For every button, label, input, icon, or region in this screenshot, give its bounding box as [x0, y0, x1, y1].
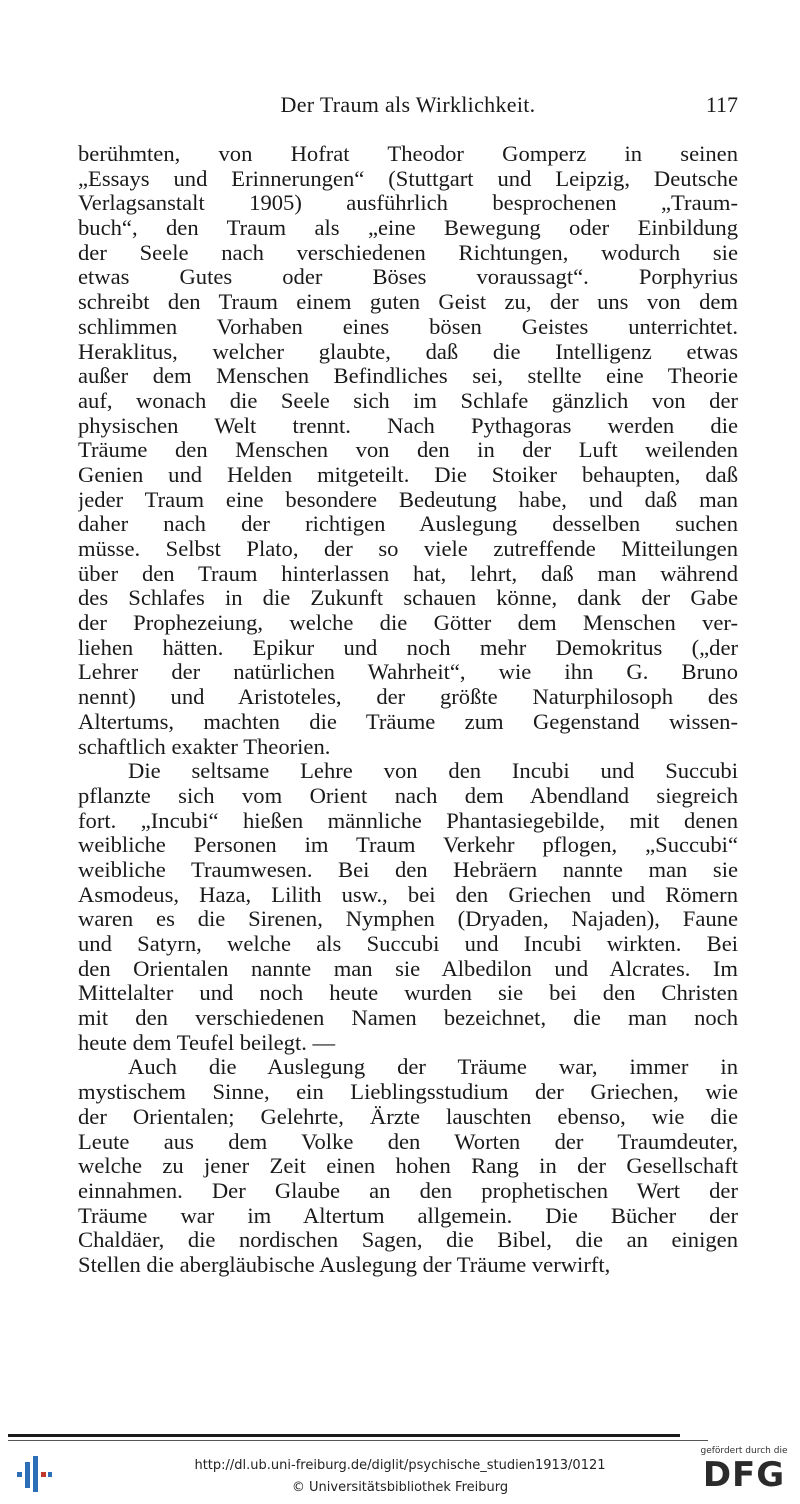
- text-line: der Prophezeiung, welche die Götter dem Menschen ver-: [78, 611, 738, 636]
- text-line: Leute aus dem Volke den Worten der Traumdeuter,: [78, 1129, 738, 1154]
- text-line: Mittelalter und noch heute wurden sie bei den Christen: [78, 981, 738, 1006]
- footer-rule: [8, 1434, 680, 1437]
- text-line: Altertums, machten die Träume zum Gegenstand wissen-: [78, 709, 738, 734]
- text-line: waren es die Sirenen, Nymphen (Dryaden, Najaden), Faune: [78, 907, 738, 932]
- text-line: heute dem Teufel beilegt. —: [78, 1030, 336, 1055]
- text-line: des Schlafes in die Zukunft schauen könne, dank der Gabe: [78, 586, 738, 611]
- text-line: welche zu jener Zeit einen hohen Rang in der Gesellschaft: [78, 1154, 738, 1179]
- text-line: mit den verschiedenen Namen bezeichnet, die man noch: [78, 1006, 738, 1031]
- text-line: nennt) und Aristoteles, der größte Naturphilosoph des: [78, 685, 738, 710]
- body-text: [78, 142, 738, 1278]
- text-line: auf, wonach die Seele sich im Schlafe gänzlich von der: [78, 388, 738, 413]
- text-line: müsse. Selbst Plato, der so viele zutreffende Mitteilungen: [78, 537, 738, 561]
- footer-bar: [0, 1430, 800, 1504]
- text-line: schlimmen Vorhaben eines bösen Geistes unterrichtet.: [78, 314, 738, 339]
- dfg-logo: [698, 1446, 790, 1500]
- text-line: berühmten, von Hofrat Theodor Gomperz in seinen: [78, 142, 738, 166]
- permalink-url[interactable]: http://dl.ub.uni-freiburg.de/diglit/psychische_studien1913/0121: [194, 1458, 606, 1473]
- text-line: Heraklitus, welcher glaubte, daß die Intelligenz etwas: [78, 339, 738, 364]
- text-line: pflanzte sich vom Orient nach dem Abendland siegreich: [78, 783, 738, 808]
- text-line: Asmodeus, Haza, Lilith usw., bei den Griechen und Römern: [78, 882, 738, 907]
- text-line: buch“, den Traum als „eine Bewegung oder Einbildung: [78, 216, 738, 241]
- text-line: Träume war im Altertum allgemein. Die Bücher der: [78, 1203, 738, 1228]
- text-line: weibliche Traumwesen. Bei den Hebräern nannte man sie: [78, 857, 738, 882]
- text-line: Lehrer der natürlichen Wahrheit“, wie ihn G. Bruno: [78, 660, 738, 685]
- running-header: [78, 92, 738, 122]
- text-line: mystischem Sinne, ein Lieblingsstudium der Griechen, wie: [78, 1080, 738, 1105]
- dfg-wordmark: DFG: [702, 1455, 786, 1495]
- text-line: jeder Traum eine besondere Bedeutung habe, und daß man: [78, 487, 738, 512]
- text-line: über den Traum hinterlassen hat, lehrt, daß man während: [78, 561, 738, 586]
- text-line: fort. „Incubi“ hießen männliche Phantasiegebilde, mit denen: [78, 808, 738, 833]
- text-line: physischen Welt trennt. Nach Pythagoras werden die: [78, 413, 738, 438]
- text-line: Verlagsanstalt 1905) ausführlich besprochenen „Traum-: [78, 191, 738, 216]
- text-line: der Seele nach verschiedenen Richtungen, wodurch sie: [78, 240, 738, 265]
- text-line: den Orientalen nannte man sie Albedilon und Alcrates. Im: [78, 956, 738, 981]
- text-line: Auch die Auslegung der Träume war, immer in: [128, 1055, 738, 1080]
- text-line: Stellen die abergläubische Auslegung der Träume verwirft,: [78, 1252, 611, 1277]
- text-line: einnahmen. Der Glaube an den prophetischen Wert der: [78, 1178, 738, 1203]
- text-line: schaftlich exakter Theorien.: [78, 734, 331, 759]
- text-line: Träume den Menschen von den in der Luft weilenden: [78, 438, 738, 463]
- text-line: Die seltsame Lehre von den Incubi und Succubi: [128, 759, 738, 784]
- text-line: und Satyrn, welche als Succubi und Incubi wirkten. Bei: [78, 932, 738, 956]
- text-line: etwas Gutes oder Böses voraussagt“. Porphyrius: [78, 265, 738, 290]
- text-line: weibliche Personen im Traum Verkehr pflogen, „Succubi“: [78, 833, 738, 858]
- text-line: liehen hätten. Epikur und noch mehr Demokritus („der: [78, 635, 738, 660]
- text-line: außer dem Menschen Befindliches sei, stellte eine Theorie: [78, 364, 738, 389]
- footer-rule-thin: [8, 1440, 708, 1441]
- running-title: Der Traum als Wirklichkeit.: [280, 92, 536, 117]
- page-number: 117: [705, 92, 738, 117]
- copyright-notice: © Universitätsbibliothek Freiburg: [291, 1480, 509, 1495]
- text-line: „Essays und Erinnerungen“ (Stuttgart und Leipzig, Deutsche: [78, 166, 738, 191]
- text-line: Chaldäer, die nordischen Sagen, die Bibel, die an einigen: [78, 1228, 738, 1253]
- text-line: der Orientalen; Gelehrte, Ärzte lauschten ebenso, wie die: [78, 1104, 738, 1129]
- text-line: schreibt den Traum einem guten Geist zu, der uns von dem: [78, 290, 738, 315]
- text-line: daher nach der richtigen Auslegung desselben suchen: [78, 512, 738, 537]
- dfg-caption: gefördert durch die: [700, 1446, 788, 1456]
- text-line: Genien und Helden mitgeteilt. Die Stoiker behaupten, daß: [78, 462, 738, 487]
